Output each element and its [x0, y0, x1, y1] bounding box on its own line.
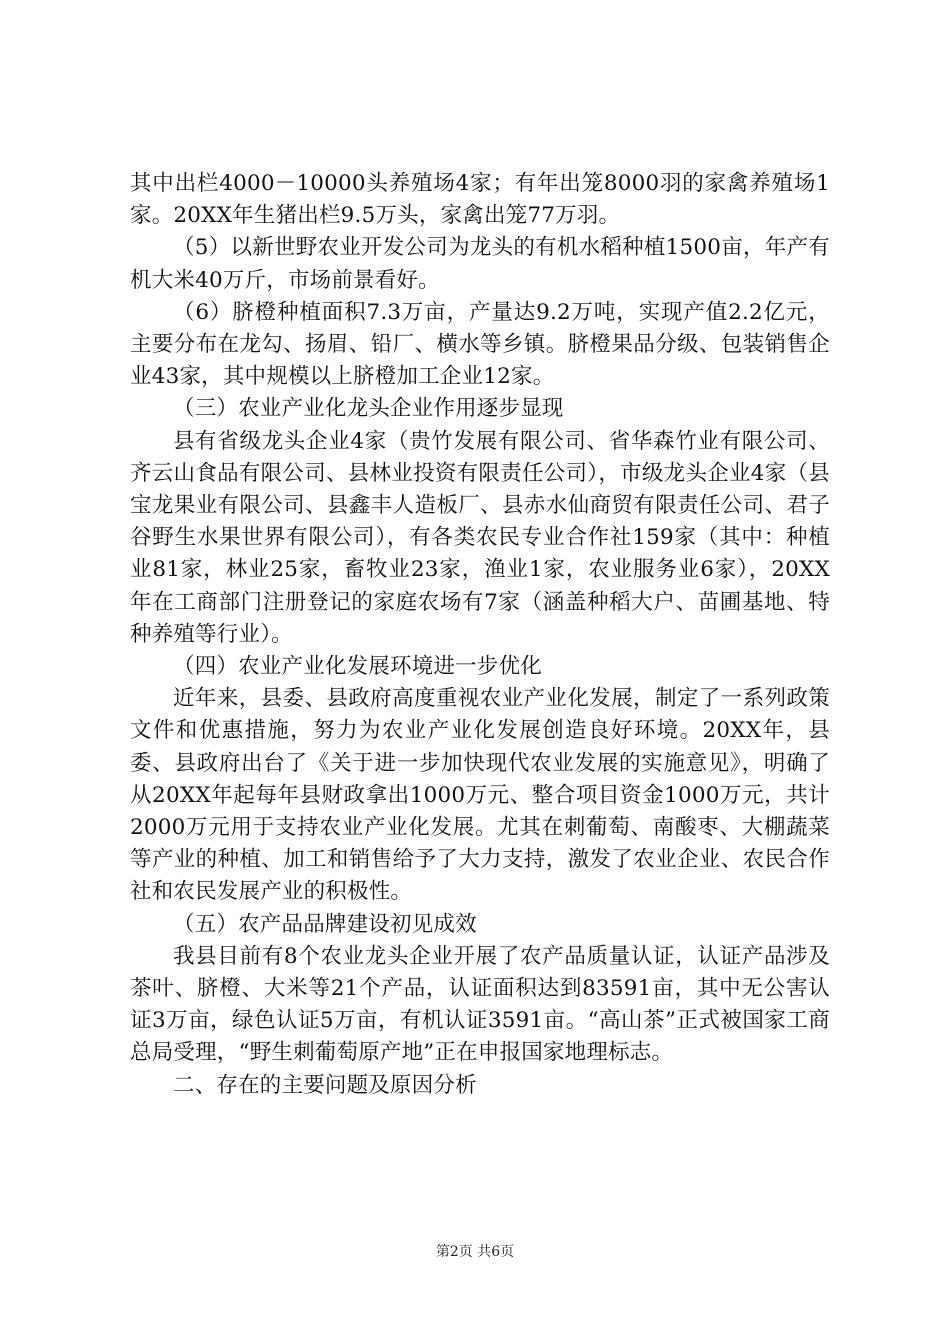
paragraph-navel-orange: （6）脐橙种植面积7.3万亩，产量达9.2万吨，实现产值2.2亿元，主要分布在龙勾、扬眉、铅厂、横水等乡镇。脐橙果品分级、包装销售企业43家，其中规模以上脐橙加工企业12家。	[130, 299, 830, 390]
paragraph-organic-rice: （5）以新世野农业开发公司为龙头的有机水稻种植1500亩，年产有机大米40万斤，市场前景看好。	[130, 235, 830, 293]
document-body	[130, 168, 830, 1102]
section-heading-main-problems: 二、存在的主要问题及原因分析	[173, 1072, 477, 1098]
section-heading-environment: （四）农业产业化发展环境进一步优化	[173, 654, 542, 680]
page-number-footer: 第2页 共6页	[435, 1244, 515, 1260]
section-heading-brand-building: （五）农产品品牌建设初见成效	[173, 911, 477, 937]
paragraph-environment: 近年来，县委、县政府高度重视农业产业化发展，制定了一系列政策文件和优惠措施，努力为农业产业化发展创造良好环境。20XX年，县委、县政府出台了《关于进一步加快现代农业发展的实施意见》，明确了从20XX年起每年县财政拿出1000万元、整合项目资金1000万元，共计2000万元用于支持农业产业化发展。尤其在刺葡萄、南酸枣、大棚蔬菜等产业的种植、加工和销售给予了大力支持，激发了农业企业、农民合作社和农民发展产业的积极性。	[130, 686, 830, 905]
section-heading-leading-enterprises: （三）农业产业化龙头企业作用逐步显现	[173, 396, 564, 422]
paragraph-livestock-continuation: 其中出栏4000－10000头养殖场4家；有年出笼8000羽的家禽养殖场1家。20XX年生猪出栏9.5万头，家禽出笼77万羽。	[130, 171, 830, 229]
paragraph-brand-building: 我县目前有8个农业龙头企业开展了农产品质量认证，认证产品涉及茶叶、脐橙、大米等21个产品，认证面积达到83591亩，其中无公害认证3万亩，绿色认证5万亩，有机认证3591亩。“高山茶”正式被国家工商总局受理，“野生刺葡萄原产地”正在申报国家地理标志。	[130, 943, 830, 1066]
paragraph-leading-enterprises: 县有省级龙头企业4家（贵竹发展有限公司、省华森竹业有限公司、齐云山食品有限公司、县林业投资有限责任公司），市级龙头企业4家（县宝龙果业有限公司、县鑫丰人造板厂、县赤水仙商贸有限责任公司、君子谷野生水果世界有限公司），有各类农民专业合作社159家（其中：种植业81家，林业25家，畜牧业23家，渔业1家，农业服务业6家），20XX年在工商部门注册登记的家庭农场有7家（涵盖种稻大户、苗圃基地、特种养殖等行业）。	[130, 428, 830, 647]
